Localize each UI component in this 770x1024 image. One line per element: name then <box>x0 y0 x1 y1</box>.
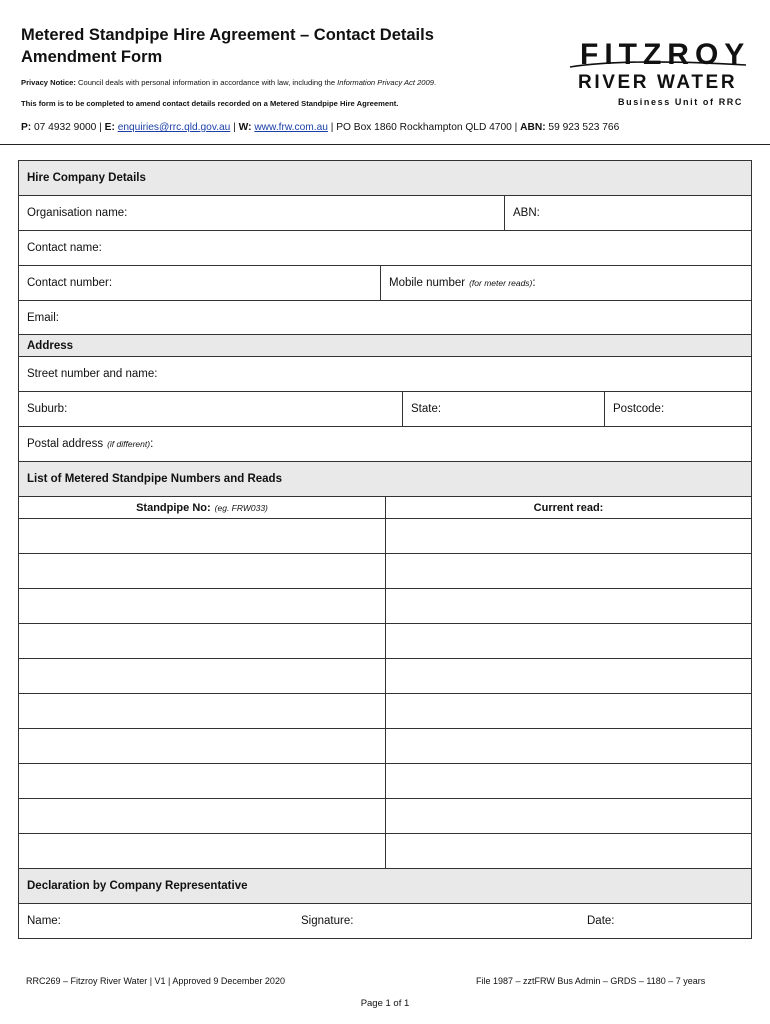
row-email <box>19 301 751 335</box>
separator-4: | <box>511 122 521 133</box>
section-title: Declaration by Company Representative <box>27 880 248 892</box>
standpipe-no-cell[interactable] <box>19 519 386 553</box>
amendment-form <box>18 160 752 939</box>
section-standpipes <box>19 462 751 497</box>
current-read-cell[interactable] <box>386 694 751 728</box>
postal-address: PO Box 1860 Rockhampton QLD 4700 <box>336 122 512 133</box>
footer-reference: RRC269 – Fitzroy River Water | V1 | Approved 9 December 2020 <box>26 976 285 986</box>
row-org <box>19 196 751 231</box>
email-link[interactable]: enquiries@rrc.qld.gov.au <box>117 122 231 133</box>
logo-line-3: Business Unit of RRC <box>618 97 744 107</box>
separator-3: | <box>327 122 337 133</box>
privacy-act: Information Privacy Act 2009 <box>337 78 434 87</box>
contact-name-field[interactable]: Contact name: <box>27 242 102 254</box>
standpipe-no-cell[interactable] <box>19 764 386 798</box>
current-read-cell[interactable] <box>386 624 751 658</box>
organisation-name-field[interactable]: Organisation name: <box>19 196 505 230</box>
mobile-note: (for meter reads) <box>469 278 533 288</box>
page-number: Page 1 of 1 <box>360 998 410 1009</box>
row-suburb <box>19 392 751 427</box>
standpipe-no-cell[interactable] <box>19 834 386 868</box>
postcode-field[interactable]: Postcode: <box>613 403 665 415</box>
postal-label: Postal address <box>27 438 104 450</box>
logo-swoosh-icon <box>568 58 748 72</box>
table-row <box>19 764 751 799</box>
current-read-cell[interactable] <box>386 589 751 623</box>
email-field[interactable]: Email: <box>27 311 59 324</box>
standpipe-no-cell[interactable] <box>19 729 386 763</box>
privacy-end: . <box>433 78 437 87</box>
table-row <box>19 589 751 624</box>
row-contact-name <box>19 231 751 266</box>
section-title: Hire Company Details <box>27 172 146 184</box>
phone-label: P: <box>21 122 32 133</box>
mobile-colon: : <box>532 277 536 289</box>
table-row <box>19 834 751 869</box>
form-purpose: This form is to be completed to amend contact details recorded on a Metered Standpipe Hire Agreement. <box>21 99 399 108</box>
standpipe-no-label: Standpipe No: <box>136 501 211 514</box>
table-row <box>19 694 751 729</box>
declaration-signature-field[interactable]: Signature: <box>301 915 354 927</box>
standpipe-no-cell[interactable] <box>19 694 386 728</box>
section-title: List of Metered Standpipe Numbers and Reads <box>27 473 282 485</box>
section-declaration <box>19 869 751 904</box>
table-row <box>19 554 751 589</box>
table-row <box>19 799 751 834</box>
mobile-number-field[interactable] <box>381 266 751 300</box>
postal-colon: : <box>150 438 154 450</box>
declaration-name-field[interactable]: Name: <box>27 915 61 927</box>
contact-details <box>21 122 619 133</box>
current-read-cell[interactable] <box>386 659 751 693</box>
standpipe-no-cell[interactable] <box>19 659 386 693</box>
logo-line-1: FITZROY <box>580 38 751 71</box>
row-address-heading <box>19 335 751 357</box>
contact-number-field[interactable]: Contact number: <box>19 266 381 300</box>
standpipe-no-cell[interactable] <box>19 799 386 833</box>
section-hire-company <box>19 161 751 196</box>
table-row <box>19 624 751 659</box>
page-title <box>21 24 521 68</box>
current-read-cell[interactable] <box>386 519 751 553</box>
phone-number: 07 4932 9000 <box>31 122 97 133</box>
logo-line-2: RIVER WATER <box>578 72 738 93</box>
web-label: W: <box>238 122 252 133</box>
separator-1: | <box>96 122 105 133</box>
table-row <box>19 729 751 764</box>
current-read-cell[interactable] <box>386 834 751 868</box>
state-field[interactable]: State: <box>403 392 605 426</box>
current-read-cell[interactable] <box>386 764 751 798</box>
row-numbers <box>19 266 751 301</box>
abn-label: ABN: <box>520 122 546 133</box>
abn-number: 59 923 523 766 <box>545 122 620 133</box>
current-read-cell[interactable] <box>386 729 751 763</box>
current-read-cell[interactable] <box>386 799 751 833</box>
header-divider <box>0 144 770 145</box>
mobile-number-label: Mobile number <box>389 277 466 289</box>
current-read-cell[interactable] <box>386 554 751 588</box>
row-standpipe-headers <box>19 497 751 519</box>
table-row <box>19 659 751 694</box>
privacy-text: Council deals with personal information in accordance with law, including the <box>75 78 338 87</box>
footer-file-reference: File 1987 – zztFRW Bus Admin – GRDS – 1180 – 7 years <box>476 976 706 986</box>
fitzroy-river-water-logo <box>568 38 751 112</box>
email-label: E: <box>104 122 115 133</box>
privacy-notice <box>21 78 436 87</box>
website-link[interactable]: www.frw.com.au <box>254 122 328 133</box>
address-heading: Address <box>27 339 74 352</box>
table-row <box>19 519 751 554</box>
title-line-1: Metered Standpipe Hire Agreement – Contact Details <box>21 26 434 44</box>
declaration-date-field[interactable]: Date: <box>587 915 615 927</box>
standpipe-no-header <box>19 497 386 518</box>
postal-note: (if different) <box>107 439 151 449</box>
current-read-header: Current read: <box>533 501 604 514</box>
standpipe-no-cell[interactable] <box>19 624 386 658</box>
street-field[interactable]: Street number and name: <box>27 368 158 380</box>
row-postal <box>19 427 751 462</box>
separator-2: | <box>230 122 239 133</box>
row-street <box>19 357 751 392</box>
standpipe-no-cell[interactable] <box>19 589 386 623</box>
standpipe-example: (eg. FRW033) <box>214 502 268 513</box>
suburb-field[interactable]: Suburb: <box>19 392 403 426</box>
title-line-2: Amendment Form <box>21 48 163 66</box>
privacy-label: Privacy Notice: <box>21 78 76 87</box>
abn-field[interactable]: ABN: <box>513 207 540 219</box>
standpipe-no-cell[interactable] <box>19 554 386 588</box>
page-header <box>0 0 770 150</box>
postal-address-field[interactable] <box>19 427 751 461</box>
row-declaration <box>19 904 751 938</box>
